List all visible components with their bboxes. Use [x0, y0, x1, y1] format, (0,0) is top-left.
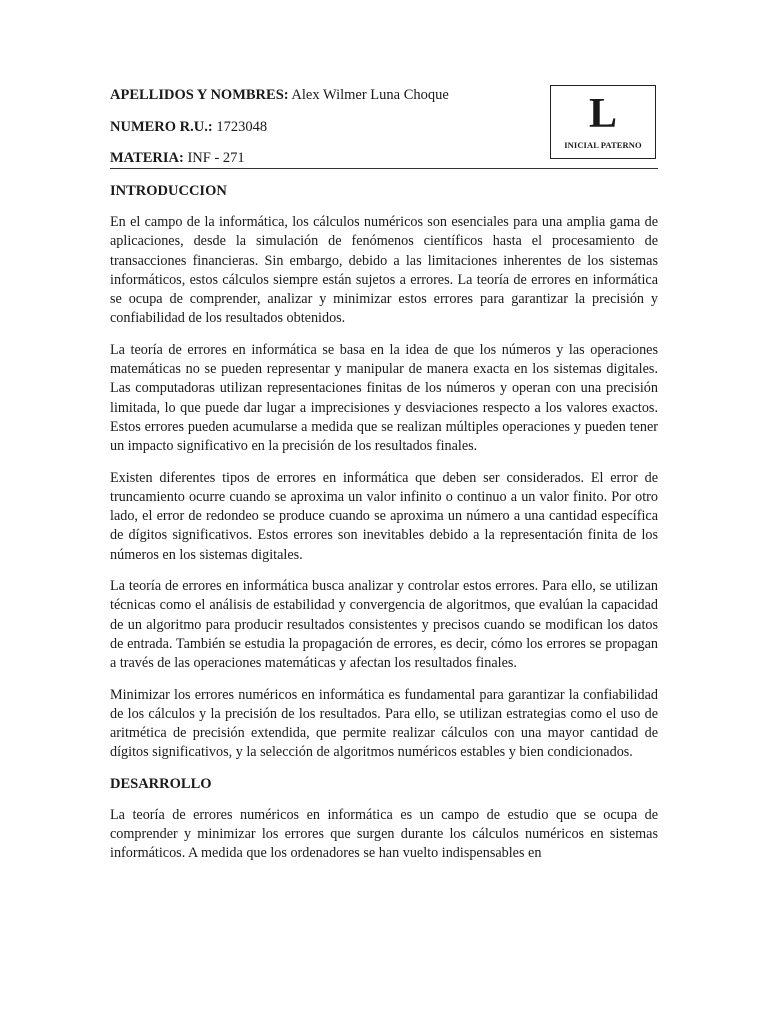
document-page: [110, 80, 658, 862]
paragraph: La teoría de errores en informática se basa en la idea de que los números y las operaciones matemáticas no se pueden representar y manipular de manera exacta en los sistemas digitales. Las computadoras utilizan representaciones finitas de los números y operan con una precisión limitada, lo que puede dar lugar a imprecisiones y desviaciones respecto a los valores exactos. Estos errores pueden acumularse a medida que se realizan múltiples operaciones y pueden tener un impacto significativo en la precisión de los resultados finales.: [110, 341, 658, 455]
subject-label: MATERIA:: [110, 150, 184, 166]
document-header: [110, 80, 658, 168]
paragraph: Minimizar los errores numéricos en informática es fundamental para garantizar la confiabilidad de los cálculos y la precisión de los resultados. Para ello, se utilizan estrategias como el uso de aritmética de precisión extendida, que permite realizar cálculos con una mayor cantidad de dígitos significativos, y la selección de algoritmos numéricos estables y bien condicionados.: [110, 686, 658, 761]
initial-box: [550, 85, 656, 159]
name-field: [110, 86, 449, 104]
paragraph: Existen diferentes tipos de errores en informática que deben ser considerados. El error de truncamiento ocurre cuando se aproxima un valor infinito o continuo a un valor finito. Por otro lado, el error de redondeo se produce cuando se aproxima un número a una cantidad específica de dígitos significativos. Estos errores son inevitables debido a la representación finita de los números en los sistemas digitales.: [110, 469, 658, 563]
ru-field: [110, 118, 267, 136]
subject-value: INF - 271: [187, 150, 245, 166]
section-heading-introduccion: INTRODUCCION: [110, 183, 227, 199]
paragraph: En el campo de la informática, los cálculos numéricos son esenciales para una amplia gama de aplicaciones, desde la simulación de fenómenos científicos hasta el procesamiento de transacciones financieras. Sin embargo, debido a las limitaciones inherentes de los sistemas informáticos, estos cálculos siempre están sujetos a errores. La teoría de errores en informática se ocupa de comprender, analizar y minimizar estos errores para garantizar la precisión y confiabilidad de los resultados obtenidos.: [110, 214, 658, 327]
paragraph: La teoría de errores numéricos en informática es un campo de estudio que se ocupa de comprender y minimizar los errores que surgen durante los cálculos numéricos en sistemas informáticos. A medida que los ordenadores se han vuelto indispensables en: [110, 806, 658, 862]
paragraph: La teoría de errores en informática busca analizar y controlar estos errores. Para ello, se utilizan técnicas como el análisis de estabilidad y convergencia de algoritmos, que evalúan la capacidad de un algoritmo para producir resultados consistentes y precisos cuando se modifican los datos de entrada. También se estudia la propagación de errores, es decir, cómo los errores se propagan a través de las operaciones matemáticas y afectan los resultados finales.: [110, 578, 658, 672]
ru-value: 1723048: [216, 119, 268, 135]
header-divider: [110, 168, 658, 169]
ru-label: NUMERO R.U.:: [110, 119, 213, 135]
section-heading-desarrollo: DESARROLLO: [110, 775, 212, 792]
initial-letter: L: [588, 91, 617, 137]
name-value: Alex Wilmer Luna Choque: [291, 87, 449, 103]
document-body: [110, 182, 658, 876]
subject-field: [110, 149, 245, 167]
initial-caption: INICIAL PATERNO: [564, 140, 642, 150]
name-label: APELLIDOS Y NOMBRES:: [110, 87, 289, 103]
